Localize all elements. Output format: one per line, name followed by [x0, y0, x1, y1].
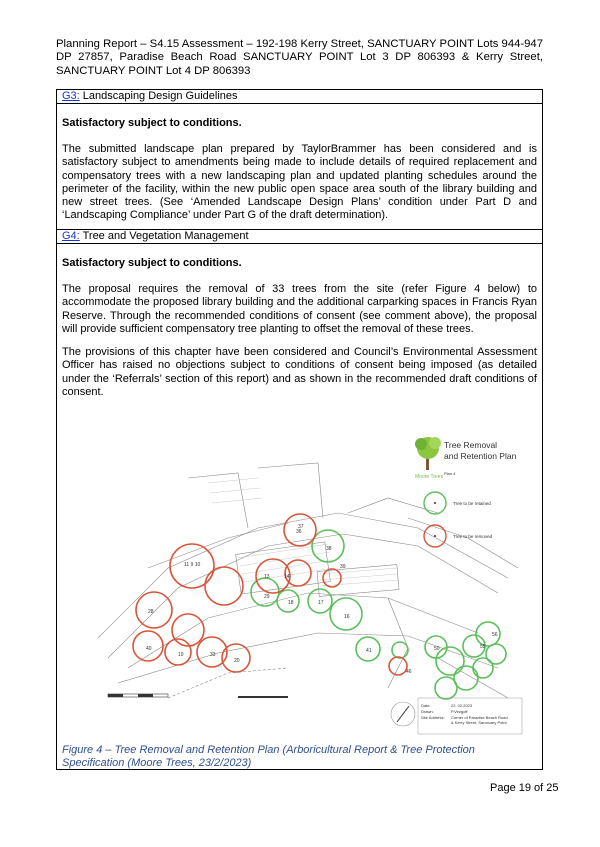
svg-text:17: 17: [318, 600, 324, 606]
svg-text:50: 50: [434, 646, 440, 652]
svg-text:14: 14: [284, 574, 290, 580]
svg-text:13: 13: [264, 574, 270, 580]
svg-text:28: 28: [148, 609, 154, 615]
legend-removed-label: Tree to be removed: [453, 534, 493, 539]
svg-text:16: 16: [344, 614, 350, 620]
info-date: 22. 02.2023: [451, 703, 473, 708]
legend: [424, 492, 493, 547]
svg-text:41: 41: [366, 648, 372, 654]
g3-title: Landscaping Design Guidelines: [79, 90, 238, 102]
svg-text:11 9 10: 11 9 10: [184, 562, 201, 568]
north-arrow: [391, 702, 415, 726]
info-date-label: Date:: [421, 703, 431, 708]
svg-text:56: 56: [492, 632, 498, 638]
g3-body: The submitted landscape plan prepared by TaylorBrammer has been considered and is satisfactory subject to amendments being made to include details of required replacement and compensatory trees with a new landscaping plan and updated planting schedules around the perimeter of the facility, within the new public open space area south of the library building and new street trees. (See ‘Amended Landscape Design Plans’ condition under Part D and ‘Landscaping Compliance’ under Part G of the draft determination).: [62, 143, 537, 222]
svg-text:18: 18: [288, 600, 294, 606]
svg-text:38: 38: [326, 546, 332, 552]
svg-text:36: 36: [296, 529, 302, 535]
page-number: Page 19 of 25: [490, 782, 559, 794]
g4-link[interactable]: G4:: [62, 230, 80, 242]
legend-retained-label: Tree to be retained: [453, 501, 491, 506]
tree-plan-figure: [88, 418, 528, 738]
svg-text:33: 33: [210, 652, 216, 658]
info-site-line1: Corner of Paradise Beach Road: [451, 715, 508, 720]
g3-link[interactable]: G3:: [62, 90, 80, 102]
svg-text:55: 55: [480, 644, 486, 650]
report-header: Planning Report – S4.15 Assessment – 192-198 Kerry Street, SANCTUARY POINT Lots 944-947 DP 27857, Paradise Beach Road SANCTUARY POINT Lot 3 DP 806393 & Kerry Street, SANCTUARY POINT Lot 4 DP 806393: [56, 38, 543, 77]
g4-para1: The proposal requires the removal of 33 trees from the site (refer Figure 4 below) to accommodate the proposed library building and the additional carparking spaces in Francis Ryan Reserve. Through the recommended conditions of consent (see comment above), the proposal will provide sufficient compensatory tree planting to offset the removal of these trees.: [62, 283, 537, 335]
info-site-line2: & Kerry Street, Sanctuary Point: [451, 720, 507, 725]
info-site-label: Site Address:: [421, 715, 445, 720]
svg-text:37: 37: [298, 524, 304, 530]
plan-title-line1: Tree Removal: [444, 440, 498, 450]
svg-text:29: 29: [264, 594, 270, 600]
g3-heading-row: [57, 90, 542, 104]
figure-caption: Figure 4 – Tree Removal and Retention Plan (Arboricultural Report & Tree Protection Specification (Moore Trees, 23/2/2023): [62, 744, 475, 770]
plan-info-block: [418, 698, 522, 734]
g4-title: Tree and Vegetation Management: [79, 230, 249, 242]
info-drawn: P.Vezgoff: [451, 709, 468, 714]
hatching: [208, 478, 398, 586]
svg-text:39: 39: [340, 564, 346, 570]
scale-bar: [108, 694, 288, 698]
g4-status: Satisfactory subject to conditions.: [62, 257, 242, 269]
svg-text:46: 46: [406, 669, 412, 675]
g4-heading-row: [57, 229, 542, 244]
plan-title-block: [415, 437, 517, 480]
plan-label: Plan 4: [444, 471, 456, 476]
assessment-table: [56, 89, 543, 770]
logo-text: Moore Trees: [415, 474, 444, 480]
g3-status: Satisfactory subject to conditions.: [62, 117, 242, 129]
tree-logo-icon: [415, 437, 441, 470]
svg-text:19: 19: [178, 652, 184, 658]
svg-text:40: 40: [146, 646, 152, 652]
svg-text:20: 20: [234, 658, 240, 664]
g4-para2: The provisions of this chapter have been considered and Council’s Environmental Assessment Officer has raised no objections subject to conditions of consent being imposed (as detailed under the ‘Referrals’ section of this report) and as shown in the recommended draft conditions of consent.: [62, 346, 537, 398]
plan-title-line2: and Retention Plan: [444, 451, 517, 461]
tree-plan-svg: [88, 418, 528, 738]
info-drawn-label: Drawn:: [421, 709, 434, 714]
